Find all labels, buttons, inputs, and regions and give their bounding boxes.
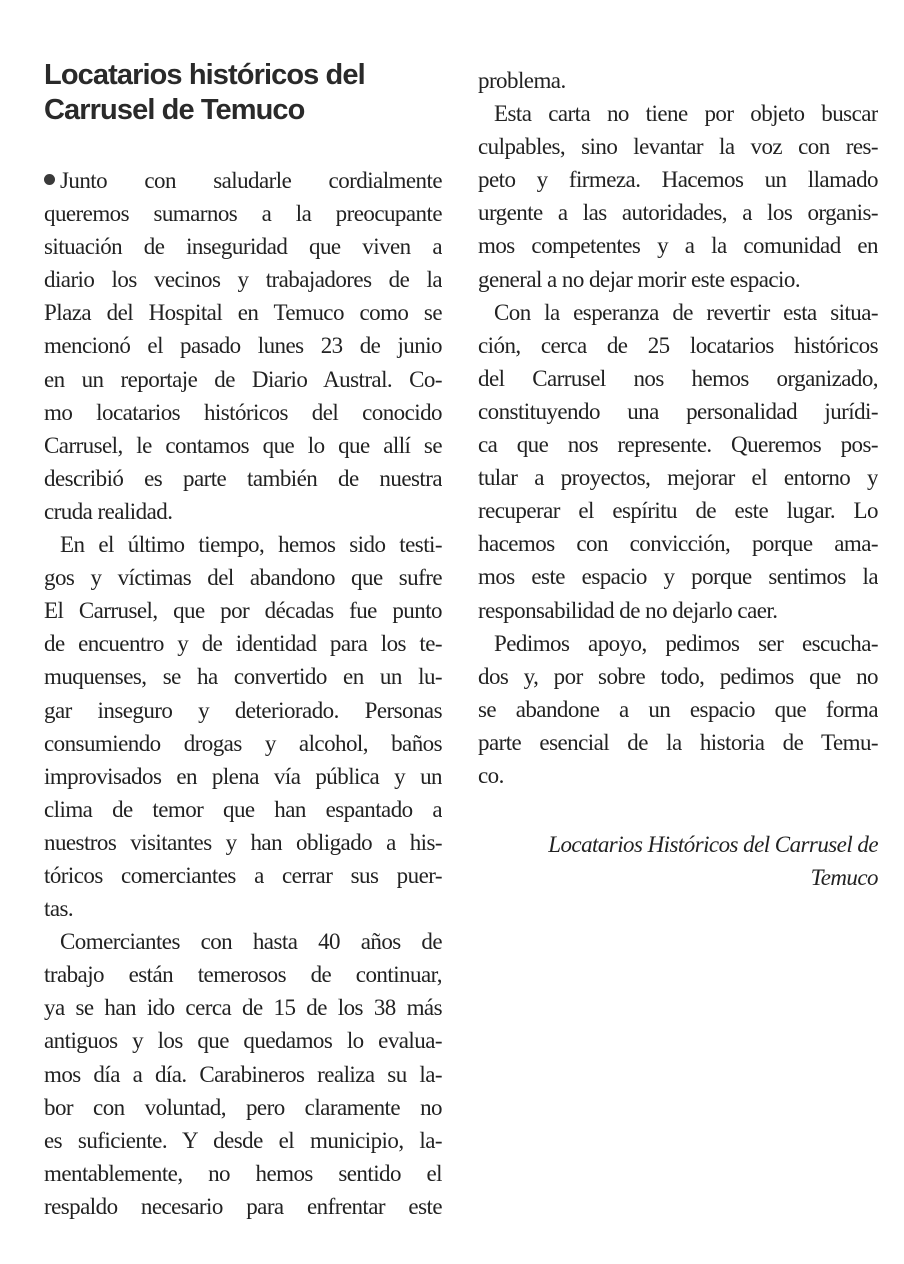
text-line-content: El Carrusel, que por décadas fue punto: [44, 598, 442, 624]
letter-signature: [478, 828, 878, 894]
text-line-content: consumiendo drogas y alcohol, baños: [44, 730, 442, 756]
bullet-icon: [44, 174, 55, 185]
text-line: [478, 329, 878, 362]
text-line: [478, 296, 878, 329]
text-line-content: Carrusel, le contamos que lo que allí se: [44, 432, 442, 458]
text-line: [44, 826, 442, 859]
text-line-content: ya se han ido cerca de 15 de los 38 más: [44, 995, 442, 1021]
text-line: [44, 396, 442, 429]
text-line-content: Con la esperanza de revertir esta situa-: [494, 299, 878, 325]
text-line-content: situación de inseguridad que viven a: [44, 234, 442, 260]
text-line: [44, 528, 442, 561]
text-line: [44, 925, 442, 958]
text-line-content: responsabilidad de no dejarlo caer.: [478, 597, 778, 623]
text-line: [478, 97, 878, 130]
text-line: [44, 495, 442, 528]
text-line: [478, 594, 878, 627]
text-line: [44, 197, 442, 230]
right-column-body: [478, 64, 878, 792]
text-line-content: tular a proyectos, mejorar el entorno y: [478, 465, 878, 491]
text-line-content: en un reportaje de Diario Austral. Co-: [44, 366, 442, 392]
text-line-content: clima de temor que han espantado a: [44, 796, 442, 822]
text-line: [44, 793, 442, 826]
text-line-content: diario los vecinos y trabajadores de la: [44, 267, 442, 293]
text-line-content: parte esencial de la historia de Temu-: [478, 729, 878, 755]
text-line: [478, 693, 878, 726]
text-line-content: En el último tiempo, hemos sido testi-: [60, 532, 442, 558]
text-line-content: bor con voluntad, pero claramente no: [44, 1094, 442, 1120]
text-line-content: gos y víctimas del abandono que sufre: [44, 565, 442, 591]
text-line: [478, 395, 878, 428]
text-line-content: dos y, por sobre todo, pedimos que no: [478, 663, 878, 689]
text-line: [44, 627, 442, 660]
text-line: [44, 462, 442, 495]
signature-line: Temuco: [810, 865, 878, 891]
text-line-content: nuestros visitantes y han obligado a his-: [44, 829, 442, 855]
signature-line: Locatarios Históricos del Carrusel de: [548, 832, 878, 857]
text-line: [44, 1024, 442, 1057]
text-line-content: mo locatarios históricos del conocido: [44, 399, 442, 425]
text-line: [478, 130, 878, 163]
text-line: [478, 229, 878, 262]
text-line-content: del Carrusel nos hemos organizado,: [478, 365, 878, 391]
title-line: Locatarios históricos del: [44, 59, 365, 91]
text-line-content: problema.: [478, 68, 566, 93]
text-line: [44, 1091, 442, 1124]
letter-title: [44, 58, 442, 128]
text-line-content: se abandone a un espacio que forma: [478, 696, 878, 722]
text-line: [478, 726, 878, 759]
text-line-content: queremos sumarnos a la preocupante: [44, 201, 442, 227]
left-column: [44, 0, 442, 1264]
text-line: [44, 958, 442, 991]
text-line-content: trabajo están temerosos de continuar,: [44, 962, 442, 988]
text-line-content: cruda realidad.: [44, 498, 173, 524]
text-line: [44, 363, 442, 396]
text-line-content: improvisados en plena vía pública y un: [44, 763, 442, 789]
text-line: [44, 263, 442, 296]
text-line-content: respaldo necesario para enfrentar este: [44, 1193, 442, 1219]
text-line: [44, 561, 442, 594]
text-line: [44, 892, 442, 925]
text-line-content: mencionó el pasado lunes 23 de junio: [44, 333, 442, 359]
text-line-content: gar inseguro y deteriorado. Personas: [44, 697, 442, 723]
text-line-content: describió es parte también de nuestra: [44, 465, 442, 491]
text-line: [478, 362, 878, 395]
right-column: [478, 0, 878, 1264]
text-line-content: mentablemente, no hemos sentido el: [44, 1160, 442, 1186]
text-line: [44, 1157, 442, 1190]
text-line: [44, 1058, 442, 1091]
text-line: [44, 329, 442, 362]
text-line: [478, 527, 878, 560]
text-line-content: recuperar el espíritu de este lugar. Lo: [478, 498, 878, 524]
text-line-content: constituyendo una personalidad jurídi-: [478, 398, 878, 424]
text-line: [44, 230, 442, 263]
text-line: [44, 859, 442, 892]
text-line-content: Plaza del Hospital en Temuco como se: [44, 300, 442, 326]
text-line-content: culpables, sino levantar la voz con res-: [478, 134, 878, 160]
text-line-content: es suficiente. Y desde el municipio, la-: [44, 1127, 442, 1153]
text-line-content: hacemos con convicción, porque ama-: [478, 531, 878, 557]
text-line: [478, 64, 878, 97]
text-line-content: general a no dejar morir este espacio.: [478, 266, 801, 292]
text-line-content: urgente a las autoridades, a los organis-: [478, 200, 878, 226]
text-line: [478, 494, 878, 527]
text-line: [478, 428, 878, 461]
text-line: [44, 1124, 442, 1157]
text-line: [44, 429, 442, 462]
text-line-content: tas.: [44, 896, 74, 922]
text-line: [478, 560, 878, 593]
text-line: [44, 991, 442, 1024]
text-line-content: co.: [478, 762, 504, 788]
text-line-content: Pedimos apoyo, pedimos ser escucha-: [494, 630, 878, 656]
text-line-content: Comerciantes con hasta 40 años de: [60, 929, 442, 955]
text-line-content: antiguos y los que quedamos lo evalua-: [44, 1028, 442, 1054]
text-line: [478, 627, 878, 660]
text-line-content: ca que nos represente. Queremos pos-: [478, 432, 878, 458]
text-line-content: peto y firmeza. Hacemos un llamado: [478, 167, 878, 193]
text-line: [478, 461, 878, 494]
text-line: [44, 660, 442, 693]
text-line-content: de encuentro y de identidad para los te-: [44, 631, 442, 657]
title-line: Carrusel de Temuco: [44, 94, 305, 126]
text-line: [44, 296, 442, 329]
text-line-content: Junto con saludarle cordialmente: [60, 168, 442, 193]
text-line: [44, 594, 442, 627]
text-line-content: mos este espacio y porque sentimos la: [478, 564, 878, 590]
text-line: [44, 727, 442, 760]
text-line: [478, 759, 878, 792]
text-line-content: mos día a día. Carabineros realiza su la-: [44, 1061, 442, 1087]
text-line: [44, 760, 442, 793]
text-line: [44, 1190, 442, 1223]
text-line: [478, 163, 878, 196]
text-line: [478, 196, 878, 229]
text-line-content: muquenses, se ha convertido en un lu-: [44, 664, 442, 690]
text-line-content: ción, cerca de 25 locatarios históricos: [478, 332, 878, 358]
left-column-body: [44, 164, 442, 1223]
text-line: [478, 660, 878, 693]
text-line-content: Esta carta no tiene por objeto buscar: [494, 101, 878, 127]
text-line: [478, 263, 878, 296]
text-line-content: tóricos comerciantes a cerrar sus puer-: [44, 862, 442, 888]
text-line-content: mos competentes y a la comunidad en: [478, 233, 878, 259]
text-line: [44, 694, 442, 727]
text-line: [44, 164, 442, 197]
